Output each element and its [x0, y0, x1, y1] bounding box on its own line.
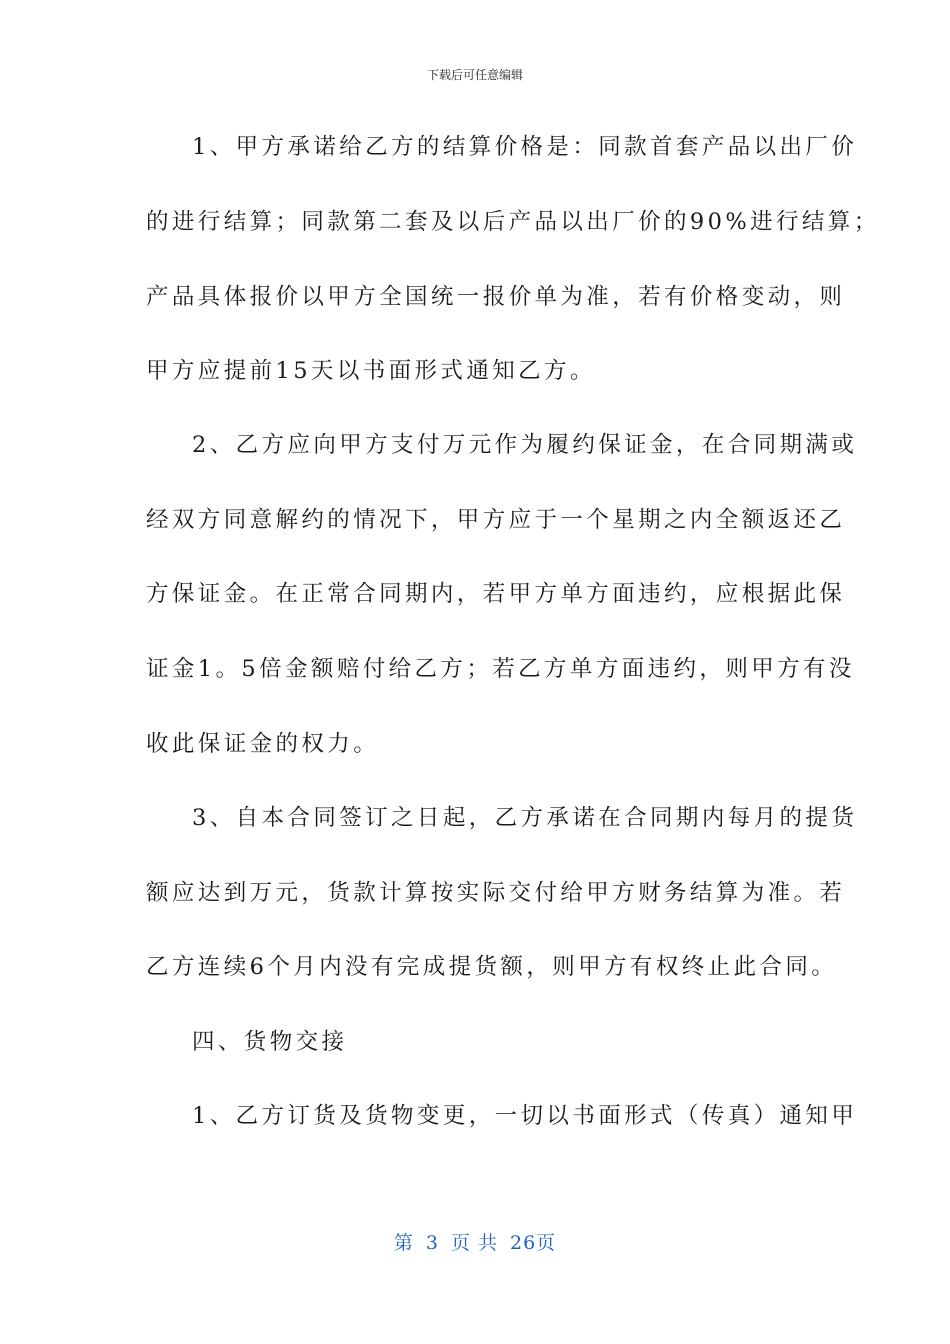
- text-line-8: 证金1。5倍金额赔付给乙方；若乙方单方面违约，则甲方有没: [146, 656, 855, 682]
- text-line-14: 1、乙方订货及货物变更，一切以书面形式（传真）通知甲: [192, 1103, 858, 1129]
- text-line-3: 产品具体报价以甲方全国统一报价单为准，若有价格变动，则: [146, 284, 846, 310]
- text-line-7: 方保证金。在正常合同期内，若甲方单方面违约，应根据此保: [146, 581, 846, 607]
- footer-page-number: 3: [425, 1232, 439, 1254]
- section-heading: 四、货物交接: [192, 1029, 348, 1055]
- text-line-4: 甲方应提前15天以书面形式通知乙方。: [146, 358, 596, 384]
- text-line-1: 1、甲方承诺给乙方的结算价格是：同款首套产品以出厂价: [192, 134, 858, 160]
- text-line-10: 3、自本合同签订之日起，乙方承诺在合同期内每月的提货: [192, 805, 858, 831]
- footer-middle: 页 共: [450, 1232, 498, 1254]
- header-note: 下载后可任意编辑: [426, 68, 523, 82]
- text-line-6: 经双方同意解约的情况下，甲方应于一个星期之内全额返还乙: [146, 507, 846, 533]
- page-footer: [0, 1228, 950, 1255]
- text-line-2: 的进行结算；同款第二套及以后产品以出厂价的90%进行结算；: [146, 209, 880, 235]
- text-line-5: 2、乙方应向甲方支付万元作为履约保证金，在合同期满或: [192, 432, 858, 458]
- text-line-9: 收此保证金的权力。: [146, 731, 380, 757]
- text-line-12: 乙方连续6个月内没有完成提货额，则甲方有权终止此合同。: [146, 954, 838, 980]
- text-line-11: 额应达到万元，货款计算按实际交付给甲方财务结算为准。若: [146, 880, 846, 906]
- footer-prefix: 第: [393, 1232, 414, 1254]
- footer-total: 26页: [509, 1232, 557, 1254]
